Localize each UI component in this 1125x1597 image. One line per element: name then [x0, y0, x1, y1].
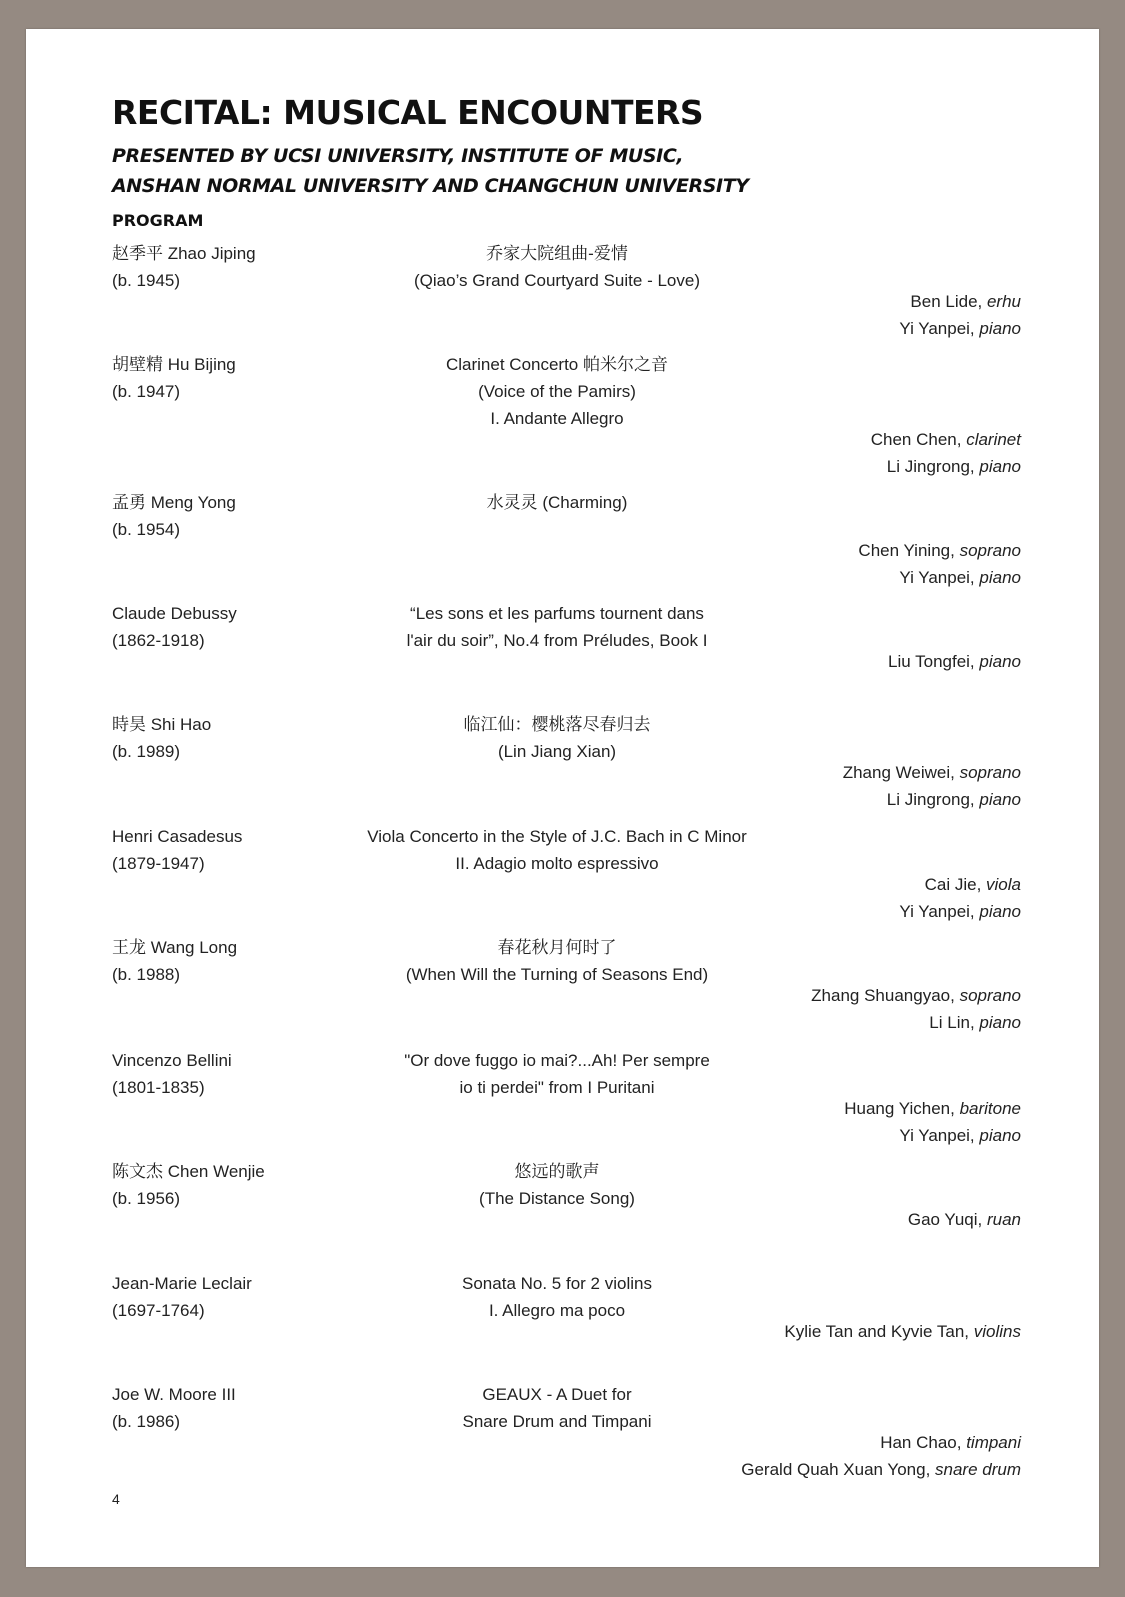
performer-name: Yi Yanpei, [899, 1126, 980, 1145]
performers [899, 871, 1021, 925]
performer-instrument: piano [979, 652, 1021, 671]
composer-dates: (1879-1947) [112, 854, 205, 873]
composer [112, 1270, 252, 1324]
composer [112, 1047, 232, 1101]
work-line: I. Andante Allegro [490, 409, 624, 428]
work-title [336, 823, 778, 877]
performer-instrument: clarinet [966, 430, 1021, 449]
performer-instrument: piano [979, 790, 1021, 809]
performer-instrument: baritone [959, 1099, 1021, 1118]
work-line: I. Allegro ma poco [488, 1301, 626, 1320]
performer-name: Yi Yanpei, [899, 568, 980, 587]
composer-name: 陈文杰 Chen Wenjie [112, 1162, 265, 1181]
composer [112, 823, 242, 877]
performer [871, 426, 1021, 453]
performer-name: Yi Yanpei, [899, 319, 980, 338]
performer-name: Li Lin, [929, 1013, 980, 1032]
work-line: 悠远的歌声 [514, 1162, 600, 1181]
composer [112, 240, 256, 294]
performer-name: Chen Chen, [870, 430, 967, 449]
work-title [336, 934, 778, 988]
work-line: Snare Drum and Timpani [462, 1412, 652, 1431]
performer-instrument: snare drum [935, 1460, 1021, 1479]
performer [858, 537, 1021, 564]
composer-name: 赵季平 Zhao Jiping [112, 244, 256, 263]
work-title [336, 1047, 778, 1101]
work-line: (Voice of the Pamirs) [478, 382, 636, 401]
subtitle-line: ANSHAN NORMAL UNIVERSITY AND CHANGCHUN UNIVERSITY [112, 175, 749, 197]
subtitle-line: PRESENTED BY UCSI UNIVERSITY, INSTITUTE OF MUSIC, [112, 145, 684, 167]
performer [899, 288, 1021, 315]
performer [843, 759, 1021, 786]
composer-name: Vincenzo Bellini [112, 1051, 232, 1070]
work-line: (Qiao’s Grand Courtyard Suite - Love) [414, 271, 700, 290]
composer-dates: (b. 1954) [112, 520, 181, 539]
performer-instrument: erhu [986, 292, 1021, 311]
work-title [336, 1270, 778, 1324]
work-title [336, 600, 778, 654]
performers [843, 759, 1021, 813]
composer-name: Jean-Marie Leclair [112, 1274, 252, 1293]
page-title: RECITAL: MUSICAL ENCOUNTERS [112, 93, 704, 132]
performers [844, 1095, 1021, 1149]
performer [784, 1318, 1021, 1345]
work-line: "Or dove fuggo io mai?...Ah! Per sempre [404, 1051, 710, 1070]
performers [784, 1318, 1021, 1345]
work-line: “Les sons et les parfums tournent dans [410, 604, 704, 623]
performer-name: Ben Lide, [910, 292, 987, 311]
composer-dates: (1801-1835) [112, 1078, 205, 1097]
performer [871, 453, 1021, 480]
performer-instrument: piano [979, 902, 1021, 921]
work-title [336, 1381, 778, 1435]
work-line: GEAUX - A Duet for [482, 1385, 632, 1404]
performer-name: Zhang Shuangyao, [811, 986, 960, 1005]
performer-name: Chen Yining, [858, 541, 960, 560]
composer [112, 351, 236, 405]
composer-name: 王龙 Wang Long [112, 938, 238, 957]
composer-name: 胡壁精 Hu Bijing [112, 355, 236, 374]
performer-name: Zhang Weiwei, [842, 763, 960, 782]
composer-name: Henri Casadesus [112, 827, 243, 846]
work-title [336, 1158, 778, 1212]
composer [112, 1158, 265, 1212]
performer-instrument: piano [979, 1013, 1021, 1032]
performer-instrument: piano [979, 319, 1021, 338]
performers [888, 648, 1021, 675]
performer-instrument: ruan [986, 1210, 1021, 1229]
composer [112, 489, 236, 543]
work-line: II. Adagio molto espressivo [455, 854, 659, 873]
performer [741, 1429, 1021, 1456]
work-line: 春花秋月何时了 [497, 938, 617, 957]
work-line: (The Distance Song) [479, 1189, 635, 1208]
composer-name: 時昊 Shi Hao [112, 715, 212, 734]
composer-name: Joe W. Moore III [112, 1385, 236, 1404]
performer-instrument: piano [979, 457, 1021, 476]
performer-instrument: piano [979, 1126, 1021, 1145]
performer-instrument: soprano [959, 986, 1021, 1005]
performer-name: Gao Yuqi, [907, 1210, 987, 1229]
work-title [336, 711, 778, 765]
work-line: 乔家大院组曲-爱情 [486, 244, 628, 263]
composer [112, 600, 237, 654]
performer-name: Han Chao, [880, 1433, 967, 1452]
work-title [336, 351, 778, 432]
composer-dates: (b. 1945) [112, 271, 181, 290]
composer-dates: (b. 1989) [112, 742, 181, 761]
work-line: io ti perdei" from I Puritani [459, 1078, 655, 1097]
performer [811, 982, 1021, 1009]
performers [811, 982, 1021, 1036]
performer-name: Yi Yanpei, [899, 902, 980, 921]
composer-dates: (1697-1764) [112, 1301, 205, 1320]
performer-name: Li Jingrong, [886, 790, 980, 809]
work-line: (Lin Jiang Xian) [497, 742, 617, 761]
work-line: Viola Concerto in the Style of J.C. Bach in C Minor [367, 827, 747, 846]
performer [899, 871, 1021, 898]
performer [844, 1095, 1021, 1122]
performer-name: Li Jingrong, [886, 457, 980, 476]
composer-dates: (b. 1956) [112, 1189, 181, 1208]
work-line: (When Will the Turning of Seasons End) [405, 965, 709, 984]
work-line: Clarinet Concerto 帕米尔之音 [445, 355, 668, 374]
work-line: 水灵灵 (Charming) [486, 493, 628, 512]
composer-dates: (b. 1988) [112, 965, 181, 984]
work-title [336, 240, 778, 294]
performer-name: Cai Jie, [924, 875, 987, 894]
composer-dates: (1862-1918) [112, 631, 205, 650]
performer-name: Gerald Quah Xuan Yong, [741, 1460, 936, 1479]
work-title [336, 489, 778, 516]
composer [112, 934, 237, 988]
composer-dates: (b. 1986) [112, 1412, 181, 1431]
performer [741, 1456, 1021, 1483]
performers [871, 426, 1021, 480]
performers [908, 1206, 1021, 1233]
performer [899, 898, 1021, 925]
performer-instrument: soprano [959, 763, 1021, 782]
performer [908, 1206, 1021, 1233]
performer-instrument: violins [973, 1322, 1021, 1341]
performer-instrument: viola [986, 875, 1021, 894]
performer [899, 315, 1021, 342]
composer-name: 孟勇 Meng Yong [112, 493, 236, 512]
program-heading: PROGRAM [112, 211, 204, 230]
work-line: l'air du soir”, No.4 from Préludes, Book I [406, 631, 708, 650]
performer [811, 1009, 1021, 1036]
performer-instrument: soprano [959, 541, 1021, 560]
performers [899, 288, 1021, 342]
performer-name: Huang Yichen, [844, 1099, 960, 1118]
performer [858, 564, 1021, 591]
work-line: 临江仙：樱桃落尽春归去 [463, 715, 651, 734]
performer-name: Kylie Tan and Kyvie Tan, [784, 1322, 974, 1341]
performer-instrument: piano [979, 568, 1021, 587]
composer [112, 711, 211, 765]
page-subtitle [112, 141, 749, 201]
program-page [26, 29, 1099, 1567]
performer [843, 786, 1021, 813]
performers [858, 537, 1021, 591]
performer [844, 1122, 1021, 1149]
performer-name: Liu Tongfei, [888, 652, 980, 671]
composer-dates: (b. 1947) [112, 382, 181, 401]
performer [888, 648, 1021, 675]
performers [741, 1429, 1021, 1483]
work-line: Sonata No. 5 for 2 violins [462, 1274, 652, 1293]
performer-instrument: timpani [966, 1433, 1021, 1452]
composer-name: Claude Debussy [112, 604, 237, 623]
page-number: 4 [112, 1491, 120, 1507]
composer [112, 1381, 236, 1435]
